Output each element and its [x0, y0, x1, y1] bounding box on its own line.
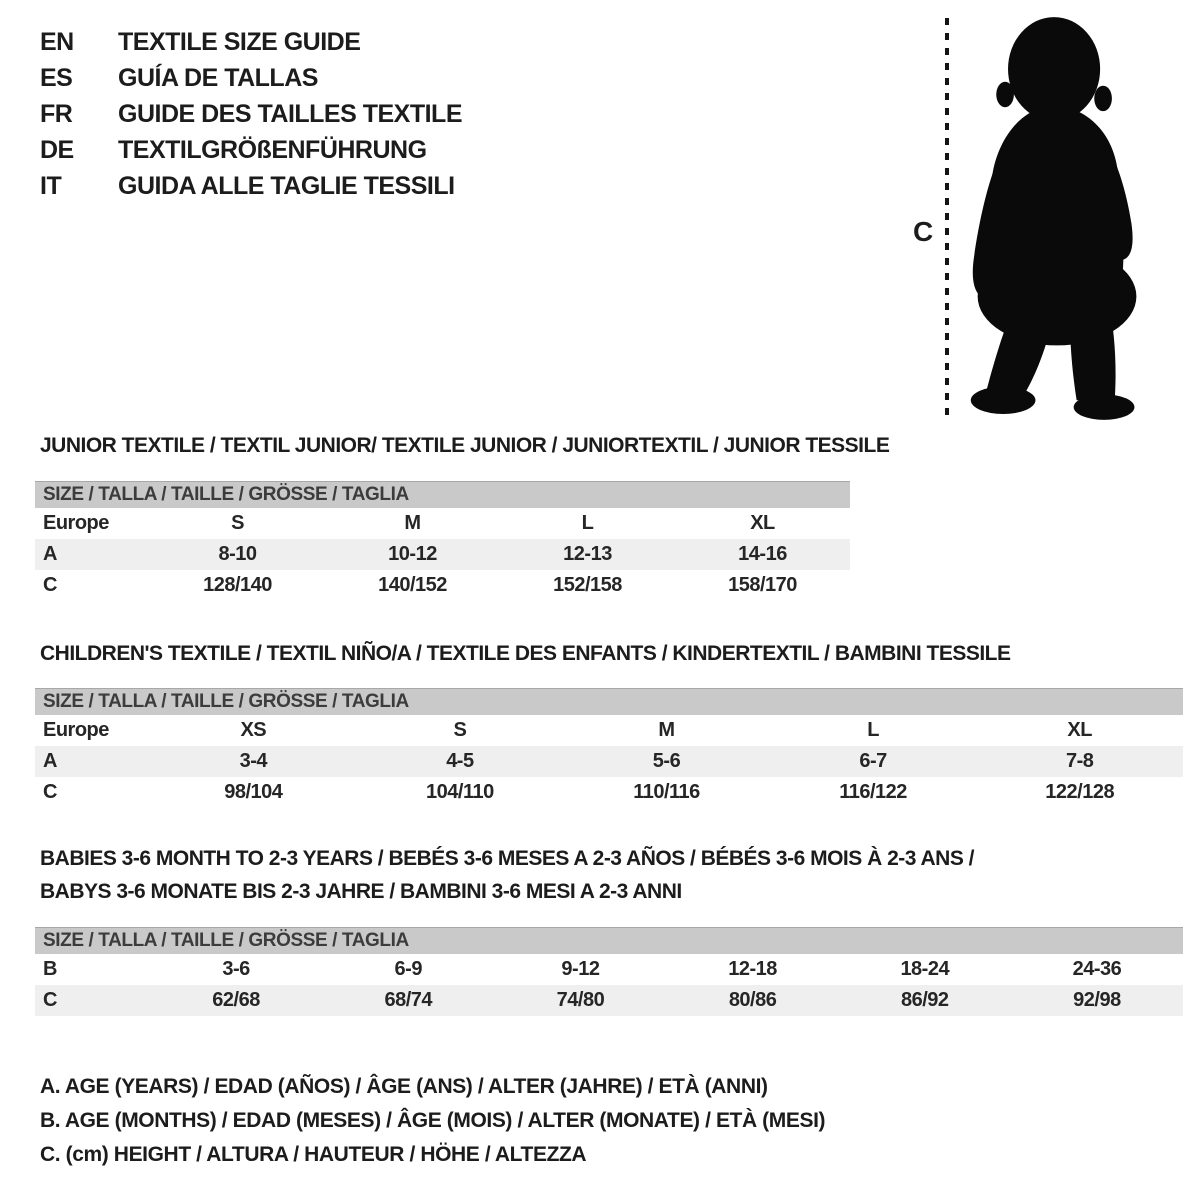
babies-size-header-bar: SIZE / TALLA / TAILLE / GRÖSSE / TAGLIA — [35, 927, 1183, 954]
row-label: Europe — [43, 719, 109, 741]
size-cell: S — [453, 719, 467, 741]
size-cell: M — [658, 719, 675, 741]
height-measure-line — [944, 18, 950, 418]
value-cell: 9-12 — [561, 958, 600, 980]
measurement-legend — [40, 1070, 825, 1172]
size-cell: L — [581, 512, 594, 534]
height-measure-label: C — [913, 216, 934, 247]
lang-row-it — [40, 168, 462, 204]
legend-line-a: A. AGE (YEARS) / EDAD (AÑOS) / ÂGE (ANS) / ALTER (JAHRE) / ETÀ (ANNI) — [40, 1075, 768, 1098]
lang-label: GUIDE DES TAILLES TEXTILE — [118, 99, 463, 128]
size-cell: L — [867, 719, 879, 741]
lang-code: DE — [40, 135, 74, 164]
table-row — [35, 508, 850, 539]
table-row — [35, 570, 850, 601]
value-cell: 8-10 — [218, 543, 257, 565]
lang-code: IT — [40, 171, 62, 200]
toddler-silhouette-icon — [960, 12, 1156, 424]
junior-section-title: JUNIOR TEXTILE / TEXTIL JUNIOR/ TEXTILE JUNIOR / JUNIORTEXTIL / JUNIOR TESSILE — [40, 434, 890, 457]
value-cell: 86/92 — [900, 989, 949, 1011]
table-row — [35, 715, 1183, 746]
size-cell: M — [404, 512, 421, 534]
size-cell: XL — [1067, 719, 1092, 741]
value-cell: 10-12 — [388, 543, 437, 565]
value-cell: 12-13 — [563, 543, 612, 565]
value-cell: 14-16 — [738, 543, 787, 565]
babies-section-title-line2: BABYS 3-6 MONATE BIS 2-3 JAHRE / BAMBINI 3-6 MESI A 2-3 ANNI — [40, 880, 682, 903]
value-cell: 116/122 — [839, 781, 907, 803]
table-row — [35, 746, 1183, 777]
value-cell: 110/116 — [633, 781, 700, 803]
babies-section-title-line1: BABIES 3-6 MONTH TO 2-3 YEARS / BEBÉS 3-6 MESES A 2-3 AÑOS / BÉBÉS 3-6 MOIS À 2-3 ANS / — [40, 847, 975, 870]
value-cell: 62/68 — [212, 989, 260, 1011]
size-cell: XS — [240, 719, 267, 741]
lang-row-fr — [40, 96, 462, 132]
legend-line-c: C. (cm) HEIGHT / ALTURA / HAUTEUR / HÖHE / ALTEZZA — [40, 1143, 587, 1166]
value-cell: 12-18 — [728, 958, 777, 980]
children-size-table — [35, 688, 1183, 808]
size-cell: XL — [750, 512, 775, 534]
lang-code: ES — [40, 63, 73, 92]
lang-code: EN — [40, 27, 74, 56]
row-label: C — [43, 989, 57, 1011]
babies-size-table — [35, 927, 1183, 1016]
row-label: Europe — [43, 512, 109, 534]
lang-row-es — [40, 60, 462, 96]
value-cell: 3-6 — [222, 958, 250, 980]
value-cell: 98/104 — [224, 781, 283, 803]
value-cell: 7-8 — [1065, 750, 1094, 772]
value-cell: 92/98 — [1073, 989, 1121, 1011]
value-cell: 80/86 — [728, 989, 777, 1011]
children-section-title: CHILDREN'S TEXTILE / TEXTIL NIÑO/A / TEXTILE DES ENFANTS / KINDERTEXTIL / BAMBINI TESSILE — [40, 642, 1011, 665]
value-cell: 158/170 — [728, 574, 797, 596]
value-cell: 128/140 — [203, 574, 272, 596]
value-cell: 3-4 — [239, 750, 267, 772]
row-label: C — [43, 781, 57, 803]
value-cell: 5-6 — [652, 750, 681, 772]
lang-label: TEXTILGRÖßENFÜHRUNG — [118, 135, 427, 164]
value-cell: 140/152 — [378, 574, 447, 596]
row-label: B — [43, 958, 57, 980]
children-size-header-bar: SIZE / TALLA / TAILLE / GRÖSSE / TAGLIA — [35, 688, 1183, 715]
table-row — [35, 954, 1183, 985]
table-row — [35, 777, 1183, 808]
value-cell: 6-7 — [859, 750, 887, 772]
lang-row-en — [40, 24, 462, 60]
value-cell: 152/158 — [553, 574, 622, 596]
size-cell: S — [231, 512, 244, 534]
value-cell: 6-9 — [394, 958, 422, 980]
value-cell: 68/74 — [384, 989, 433, 1011]
value-cell: 4-5 — [446, 750, 474, 772]
value-cell: 74/80 — [556, 989, 605, 1011]
junior-size-header-bar: SIZE / TALLA / TAILLE / GRÖSSE / TAGLIA — [35, 481, 850, 508]
value-cell: 18-24 — [900, 958, 950, 980]
language-title-list — [40, 24, 462, 204]
value-cell: 122/128 — [1045, 781, 1115, 803]
table-row — [35, 985, 1183, 1016]
value-cell: 24-36 — [1072, 958, 1122, 980]
lang-code: FR — [40, 99, 73, 128]
legend-line-b: B. AGE (MONTHS) / EDAD (MESES) / ÂGE (MOIS) / ALTER (MONATE) / ETÀ (MESI) — [40, 1109, 826, 1132]
row-label: A — [43, 750, 57, 772]
value-cell: 104/110 — [426, 781, 494, 803]
lang-label: GUIDA ALLE TAGLIE TESSILI — [118, 171, 455, 200]
row-label: A — [43, 543, 57, 565]
lang-row-de — [40, 132, 462, 168]
lang-label: TEXTILE SIZE GUIDE — [118, 27, 361, 56]
lang-label: GUÍA DE TALLAS — [118, 63, 318, 92]
table-row — [35, 539, 850, 570]
junior-size-table — [35, 481, 850, 601]
row-label: C — [43, 574, 57, 596]
